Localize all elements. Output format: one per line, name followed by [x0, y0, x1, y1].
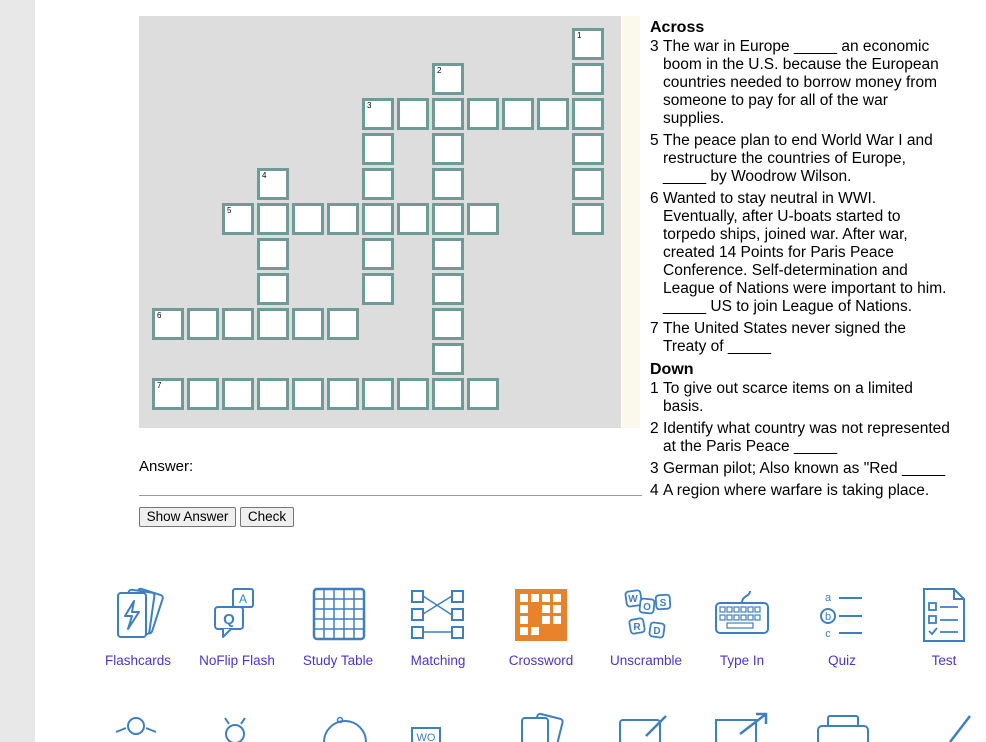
- crossword-cell[interactable]: [257, 203, 289, 235]
- crossword-cell[interactable]: [432, 203, 464, 235]
- test-icon: [914, 585, 974, 647]
- crossword-grid[interactable]: [139, 16, 621, 428]
- crossword-cell[interactable]: [467, 378, 499, 410]
- dome-icon[interactable]: [320, 712, 370, 742]
- crossword-cell[interactable]: [432, 343, 464, 375]
- clue-across-5[interactable]: 5 The peace plan to end World War I and restructure the countries of Europe, _____ by Woodrow Wilson.: [650, 132, 933, 185]
- tool-flashcards[interactable]: Flashcards: [88, 585, 188, 668]
- crossword-cell[interactable]: [572, 203, 604, 235]
- share-icon[interactable]: [712, 712, 772, 742]
- matching-icon: [408, 585, 468, 647]
- clue-down-1[interactable]: 1 To give out scarce items on a limited basis.: [650, 380, 913, 415]
- clue-number: 6: [157, 311, 162, 320]
- tool-quiz[interactable]: a b c Quiz: [792, 585, 892, 668]
- crossword-cell[interactable]: [432, 133, 464, 165]
- crossword-cell[interactable]: [572, 133, 604, 165]
- tool-noflip[interactable]: A Q NoFlip Flash: [187, 585, 287, 668]
- crossword-cell[interactable]: [502, 98, 534, 130]
- down-heading: Down: [650, 361, 694, 378]
- clue-across-6[interactable]: 6 Wanted to stay neutral in WWI. Eventually, after U-boats started to torpedo ships, joined war. After war, created 14 Points for Paris Peace Conference. Self-determination and League of Nations were important to him. _____ US to join League of Nations.: [650, 190, 947, 315]
- crossword-cell[interactable]: [397, 203, 429, 235]
- crossword-cell[interactable]: [292, 203, 324, 235]
- svg-text:WO: WO: [416, 732, 436, 742]
- crossword-cell[interactable]: [257, 273, 289, 305]
- printer-icon[interactable]: [814, 712, 874, 742]
- noflip-icon: [207, 585, 267, 647]
- check-button[interactable]: Check: [240, 507, 294, 527]
- crossword-cell[interactable]: [362, 378, 394, 410]
- pencil-icon[interactable]: [944, 712, 974, 742]
- crossword-cell[interactable]: [432, 378, 464, 410]
- clue-number: 3: [367, 101, 372, 110]
- crossword-cell[interactable]: [572, 28, 604, 60]
- unscramble-icon: [616, 585, 676, 647]
- clue-down-3[interactable]: 3 German pilot; Also known as "Red _____: [650, 460, 946, 477]
- svg-text:R: R: [633, 622, 641, 633]
- crossword-cell[interactable]: [257, 238, 289, 270]
- clue-number: 7: [157, 381, 162, 390]
- clue-number: 5: [227, 206, 232, 215]
- crossword-cell[interactable]: [572, 168, 604, 200]
- crossword-cell[interactable]: [327, 203, 359, 235]
- snowman-icon[interactable]: [112, 712, 162, 742]
- clue-number: 4: [262, 171, 267, 180]
- clue-down-4[interactable]: 4 A region where warfare is taking place.: [650, 482, 930, 499]
- crossword-cell[interactable]: [292, 308, 324, 340]
- crossword-cell[interactable]: [572, 63, 604, 95]
- crossword-cell[interactable]: [187, 378, 219, 410]
- crossword-cell[interactable]: [432, 63, 464, 95]
- crossword-cell[interactable]: [572, 98, 604, 130]
- crossword-cell[interactable]: [432, 273, 464, 305]
- svg-text:a: a: [824, 592, 832, 604]
- crossword-cell[interactable]: [432, 168, 464, 200]
- tool-unscramble[interactable]: W O S R D Unscramble: [596, 585, 696, 668]
- crossword-cell[interactable]: [152, 378, 184, 410]
- crossword-cell[interactable]: [397, 98, 429, 130]
- crossword-cell[interactable]: [327, 308, 359, 340]
- tool-crossword[interactable]: Crossword: [491, 585, 591, 668]
- clue-across-7[interactable]: 7 The United States never signed the Treaty of _____: [650, 320, 906, 355]
- crossword-cell[interactable]: [362, 133, 394, 165]
- crossword-cell[interactable]: [257, 378, 289, 410]
- crossword-cell[interactable]: [257, 168, 289, 200]
- notebook-icon[interactable]: [614, 712, 674, 742]
- svg-text:D: D: [653, 626, 661, 637]
- keyboard-icon: [712, 585, 772, 647]
- crossword-icon: [511, 585, 571, 647]
- crossword-cell[interactable]: [537, 98, 569, 130]
- clue-divider: [622, 16, 640, 428]
- svg-text:S: S: [659, 598, 667, 609]
- crossword-cell[interactable]: [467, 203, 499, 235]
- tool-study-table[interactable]: Study Table: [288, 585, 388, 668]
- study-table-icon: [308, 585, 368, 647]
- svg-text:W: W: [628, 594, 638, 605]
- clue-across-3[interactable]: 3 The war in Europe _____ an economic boom in the U.S. because the European countries needed to borrow money from someone to pay for all of the war supplies.: [650, 38, 939, 127]
- crossword-cell[interactable]: [222, 203, 254, 235]
- quiz-icon: [812, 585, 872, 647]
- crossword-cell[interactable]: [187, 308, 219, 340]
- crossword-cell[interactable]: [362, 238, 394, 270]
- answer-label: Answer:: [139, 458, 194, 475]
- crossword-cell[interactable]: [362, 98, 394, 130]
- crossword-cell[interactable]: [292, 378, 324, 410]
- crossword-cell[interactable]: [432, 98, 464, 130]
- svg-text:Q: Q: [223, 611, 235, 628]
- word-tile-icon[interactable]: [410, 712, 444, 742]
- crossword-cell[interactable]: [362, 273, 394, 305]
- svg-text:A: A: [238, 592, 248, 606]
- crossword-cell[interactable]: [467, 98, 499, 130]
- left-margin: [0, 0, 35, 742]
- svg-text:b: b: [824, 611, 832, 623]
- answer-input[interactable]: [139, 495, 642, 496]
- crossword-cell[interactable]: [222, 308, 254, 340]
- crossword-cell[interactable]: [362, 203, 394, 235]
- svg-text:O: O: [643, 602, 651, 613]
- crossword-cell[interactable]: [362, 168, 394, 200]
- crossword-cell[interactable]: [432, 238, 464, 270]
- crossword-cell[interactable]: [432, 308, 464, 340]
- flashcards-icon: [108, 585, 168, 647]
- crossword-cell[interactable]: [397, 378, 429, 410]
- crossword-cell[interactable]: [222, 378, 254, 410]
- crossword-cell[interactable]: [327, 378, 359, 410]
- across-heading: Across: [650, 19, 705, 36]
- tool-test[interactable]: Test: [894, 585, 986, 668]
- crossword-cell[interactable]: [257, 308, 289, 340]
- show-answer-button[interactable]: Show Answer: [139, 507, 236, 527]
- bug-icon[interactable]: [215, 712, 255, 742]
- tool-matching[interactable]: Matching: [388, 585, 488, 668]
- svg-text:c: c: [825, 628, 831, 640]
- tool-type-in[interactable]: Type In: [692, 585, 792, 668]
- clue-down-2[interactable]: 2 Identify what country was not represented at the Paris Peace _____: [650, 420, 950, 455]
- clue-number: 2: [437, 66, 442, 75]
- cards-icon[interactable]: [514, 712, 574, 742]
- crossword-cell[interactable]: [152, 308, 184, 340]
- clue-number: 1: [577, 31, 582, 40]
- clue-list: [650, 18, 950, 504]
